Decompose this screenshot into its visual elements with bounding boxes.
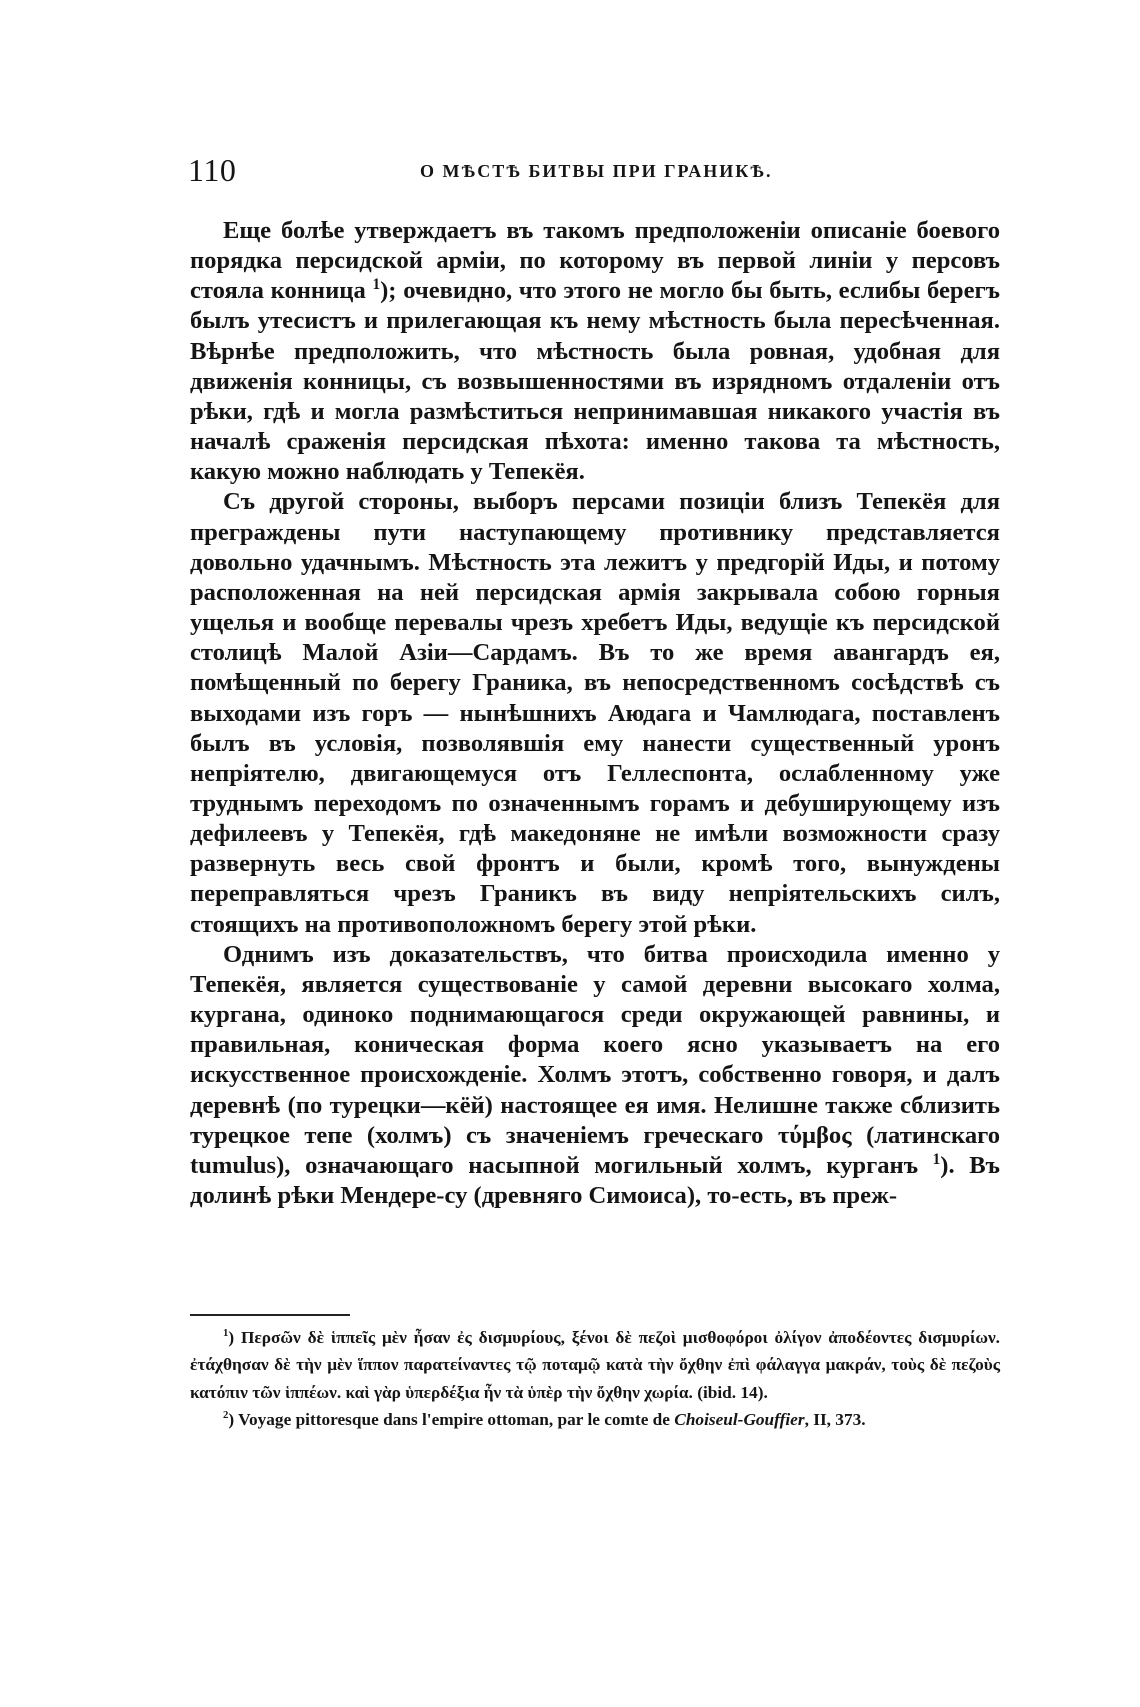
footnotes xyxy=(190,1324,1000,1434)
footnote-2 xyxy=(190,1406,1000,1433)
paragraph-text: ); очевидно, что этого не могло бы быть, еслибы берегъ былъ утесистъ и прилегающая къ нему мѣстность была пересѣченная. Вѣрнѣе предположить, что мѣстность была ровная, удобная для движенiя конницы, съ возвышенностями въ изрядномъ отдаленiи отъ рѣки, гдѣ и могла размѣститься непринимавшая никакого участiя въ началѣ сраженiя персидская пѣхота: именно такова та мѣстность, какую можно наблюдать у Тепекёя. xyxy=(190,277,1000,486)
paragraph-text: ). Въ долинѣ рѣки Мендере-су (древняго Симоиса), то-есть, въ преж- xyxy=(190,1151,1000,1209)
running-title: О МѢСТѢ БИТВЫ ПРИ ГРАНИКѢ. xyxy=(420,161,773,181)
paragraph-text: Однимъ изъ доказательствъ, что битва происходила именно у Тепекёя, является существованiе у самой деревни высокаго холма, кургана, одиноко поднимающагося среди окружающей равнины, и правильная, коническая форма коего ясно указываетъ на его искусственное происхожденiе. Холмъ этотъ, собственно говоря, и далъ деревнѣ (по турецки—кёй) настоящее ея имя. Нелишне также сблизить турецкое тепе (холмъ) съ значенiемъ греческаго τύμβος (латинскаго tumulus), означающаго насыпной могильный холмъ, курганъ xyxy=(190,940,1000,1179)
footnote-reference: 1 xyxy=(372,276,381,294)
footnote-mark: 2 xyxy=(223,1409,229,1422)
paragraph-3 xyxy=(190,940,1000,1211)
main-text xyxy=(190,216,1000,1211)
footnote-reference: 1 xyxy=(932,1150,941,1168)
footnote-separator xyxy=(190,1314,350,1316)
footnote-author: Choiseul-Gouffier xyxy=(674,1410,805,1430)
footnote-text: ) Voyage pittoresque dans l'empire ottoman, par le comte de xyxy=(228,1410,675,1430)
paragraph-2 xyxy=(190,487,1000,939)
footnote-mark: 1 xyxy=(223,1327,229,1340)
running-head xyxy=(188,150,1004,190)
paragraph-1 xyxy=(190,216,1000,487)
paragraph-text: Еще болѣе утверждаетъ въ такомъ предположенiи описанiе боевого порядка персидской армiи, по которому въ первой линiи у персовъ стояла конница xyxy=(190,217,1000,305)
footnote-1 xyxy=(190,1324,1000,1406)
footnote-text: , II, 373. xyxy=(804,1410,866,1430)
footnote-text: ) Περσῶν δὲ ἱππεῖς μὲν ἦσαν ἐς δισμυρίους, ξένοι δὲ πεζοὶ μισθοφόροι ὀλίγον ἀποδέοντες δισμυρίων. ἐτάχθησαν δὲ τὴν μὲν ἵππον παρατείναντες τῷ ποταμῷ κατὰ τὴν ὄχθην ἐπὶ φάλαγγα μακράν, τοὺς δὲ πεζοὺς κατόπιν τῶν ἱππέων. καὶ γὰρ ὑπερδέξια ἦν τὰ ὑπὲρ τὴν ὄχθην χωρία. (ibid. 14). xyxy=(190,1328,1000,1402)
paragraph-text: Съ другой стороны, выборъ персами позицiи близъ Тепекёя для преграждены пути наступающему противнику представляется довольно удачнымъ. Мѣстность эта лежитъ у предгорiй Иды, и потому расположенная на ней персидская армiя закрывала собою горныя ущелья и вообще перевалы чрезъ хребетъ Иды, ведущiе къ персидской столицѣ Малой Азiи—Сардамъ. Въ то же время авангардъ ея, помѣщенный по берегу Граника, въ непосредственномъ сосѣдствѣ съ выходами изъ горъ — нынѣшнихъ Аюдага и Чамлюдага, поставленъ былъ въ условiя, позволявшiя ему нанести существенный уронъ непрiятелю, двигающемуся отъ Геллеспонта, ослабленному уже труднымъ переходомъ по означеннымъ горамъ и дебуширующему изъ дефилеевъ у Тепекёя, гдѣ македоняне не имѣли возможности сразу развернуть весь свой фронтъ и были, кромѣ того, вынуждены переправляться чрезъ Граникъ въ виду непрiятельскихъ силъ, стоящихъ на противоположномъ берегу этой рѣки. xyxy=(190,488,1000,938)
page-number: 110 xyxy=(188,152,237,188)
